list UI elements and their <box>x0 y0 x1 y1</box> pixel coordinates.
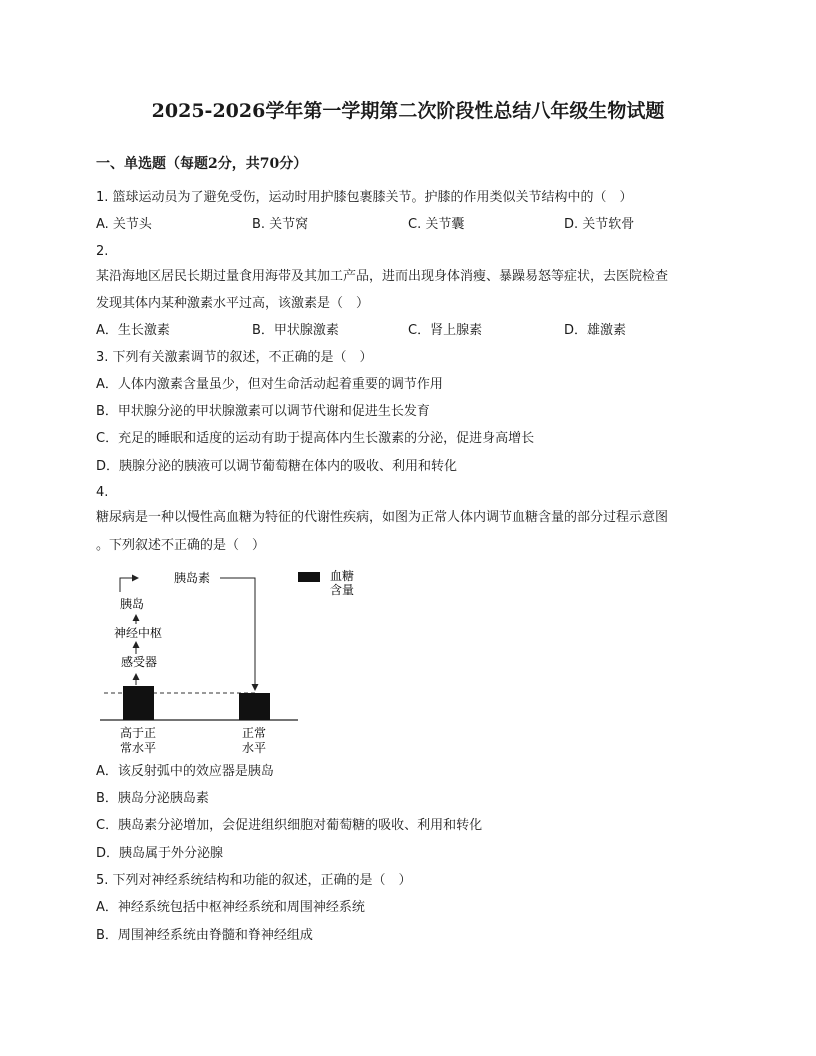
question-1-option-b: B. 关节窝 <box>252 217 309 232</box>
question-4-option-c: C．胰岛素分泌增加，会促进组织细胞对葡萄糖的吸收、利用和转化 <box>96 818 483 833</box>
label-nerve-center: 神经中枢 <box>114 626 163 640</box>
question-4-number: 4. <box>96 485 109 500</box>
legend-swatch <box>298 572 320 582</box>
bar-above-normal <box>123 686 154 720</box>
question-3-option-c: C．充足的睡眠和适度的运动有助于提高体内生长激素的分泌，促进身高增长 <box>96 431 535 446</box>
question-4-option-d: D．胰岛属于外分泌腺 <box>96 846 224 861</box>
arrow-insulin-to-normal <box>220 578 255 690</box>
question-2-option-c: C．肾上腺素 <box>408 323 483 338</box>
question-2-number: 2. <box>96 244 109 259</box>
section-heading: 一、单选题（每题2分，共70分） <box>96 156 308 172</box>
legend-label-line-2: 含量 <box>330 583 355 597</box>
question-4-stem-line-2: 。下列叙述不正确的是（ ） <box>96 538 266 553</box>
legend-label-line-1: 血糖 <box>330 569 355 583</box>
label-bar-above-normal-line-1: 高于正 <box>120 726 157 740</box>
question-5-option-a: A．神经系统包括中枢神经系统和周围神经系统 <box>96 900 365 915</box>
question-2-stem-line-1: 某沿海地区居民长期过量食用海带及其加工产品，进而出现身体消瘦、暴躁易怒等症状，去医院检查 <box>96 269 669 284</box>
question-5-stem: 5. 下列对神经系统结构和功能的叙述，正确的是（ ） <box>96 873 412 888</box>
question-1-option-c: C. 关节囊 <box>408 217 465 232</box>
question-2-option-d: D．雄激素 <box>564 323 627 338</box>
label-bar-normal-line-2: 水平 <box>242 741 267 755</box>
question-3-option-a: A．人体内激素含量虽少，但对生命活动起着重要的调节作用 <box>96 377 443 392</box>
bar-normal <box>239 693 270 720</box>
label-receptor: 感受器 <box>121 655 158 669</box>
question-2-option-a: A．生长激素 <box>96 323 170 338</box>
label-islet: 胰岛 <box>120 597 145 611</box>
blood-sugar-regulation-figure <box>96 562 366 762</box>
question-3-stem: 3. 下列有关激素调节的叙述，不正确的是（ ） <box>96 350 373 365</box>
label-bar-above-normal-line-2: 常水平 <box>120 741 157 755</box>
question-1-option-a: A. 关节头 <box>96 217 152 232</box>
question-3-option-d: D．胰腺分泌的胰液可以调节葡萄糖在体内的吸收、利用和转化 <box>96 459 458 474</box>
question-1-stem: 1. 篮球运动员为了避免受伤，运动时用护膝包裹膝关节。护膝的作用类似关节结构中的（ ） <box>96 190 633 205</box>
question-4-option-a: A．该反射弧中的效应器是胰岛 <box>96 764 274 779</box>
label-insulin: 胰岛素 <box>174 571 211 585</box>
question-4-option-b: B．胰岛分泌胰岛素 <box>96 791 209 806</box>
question-5-option-b: B．周围神经系统由脊髓和脊神经组成 <box>96 928 313 943</box>
question-3-option-b: B．甲状腺分泌的甲状腺激素可以调节代谢和促进生长发育 <box>96 404 430 419</box>
question-2-stem-line-2: 发现其体内某种激素水平过高，该激素是（ ） <box>96 296 370 311</box>
arrow-islet-to-insulin <box>120 578 138 592</box>
label-bar-normal-line-1: 正常 <box>242 726 267 740</box>
exam-title: 2025-2026学年第一学期第二次阶段性总结八年级生物试题 <box>151 100 665 122</box>
question-4-stem-line-1: 糖尿病是一种以慢性高血糖为特征的代谢性疾病，如图为正常人体内调节血糖含量的部分过程示意图 <box>96 510 669 525</box>
question-1-option-d: D. 关节软骨 <box>564 217 635 232</box>
question-2-option-b: B．甲状腺激素 <box>252 323 339 338</box>
